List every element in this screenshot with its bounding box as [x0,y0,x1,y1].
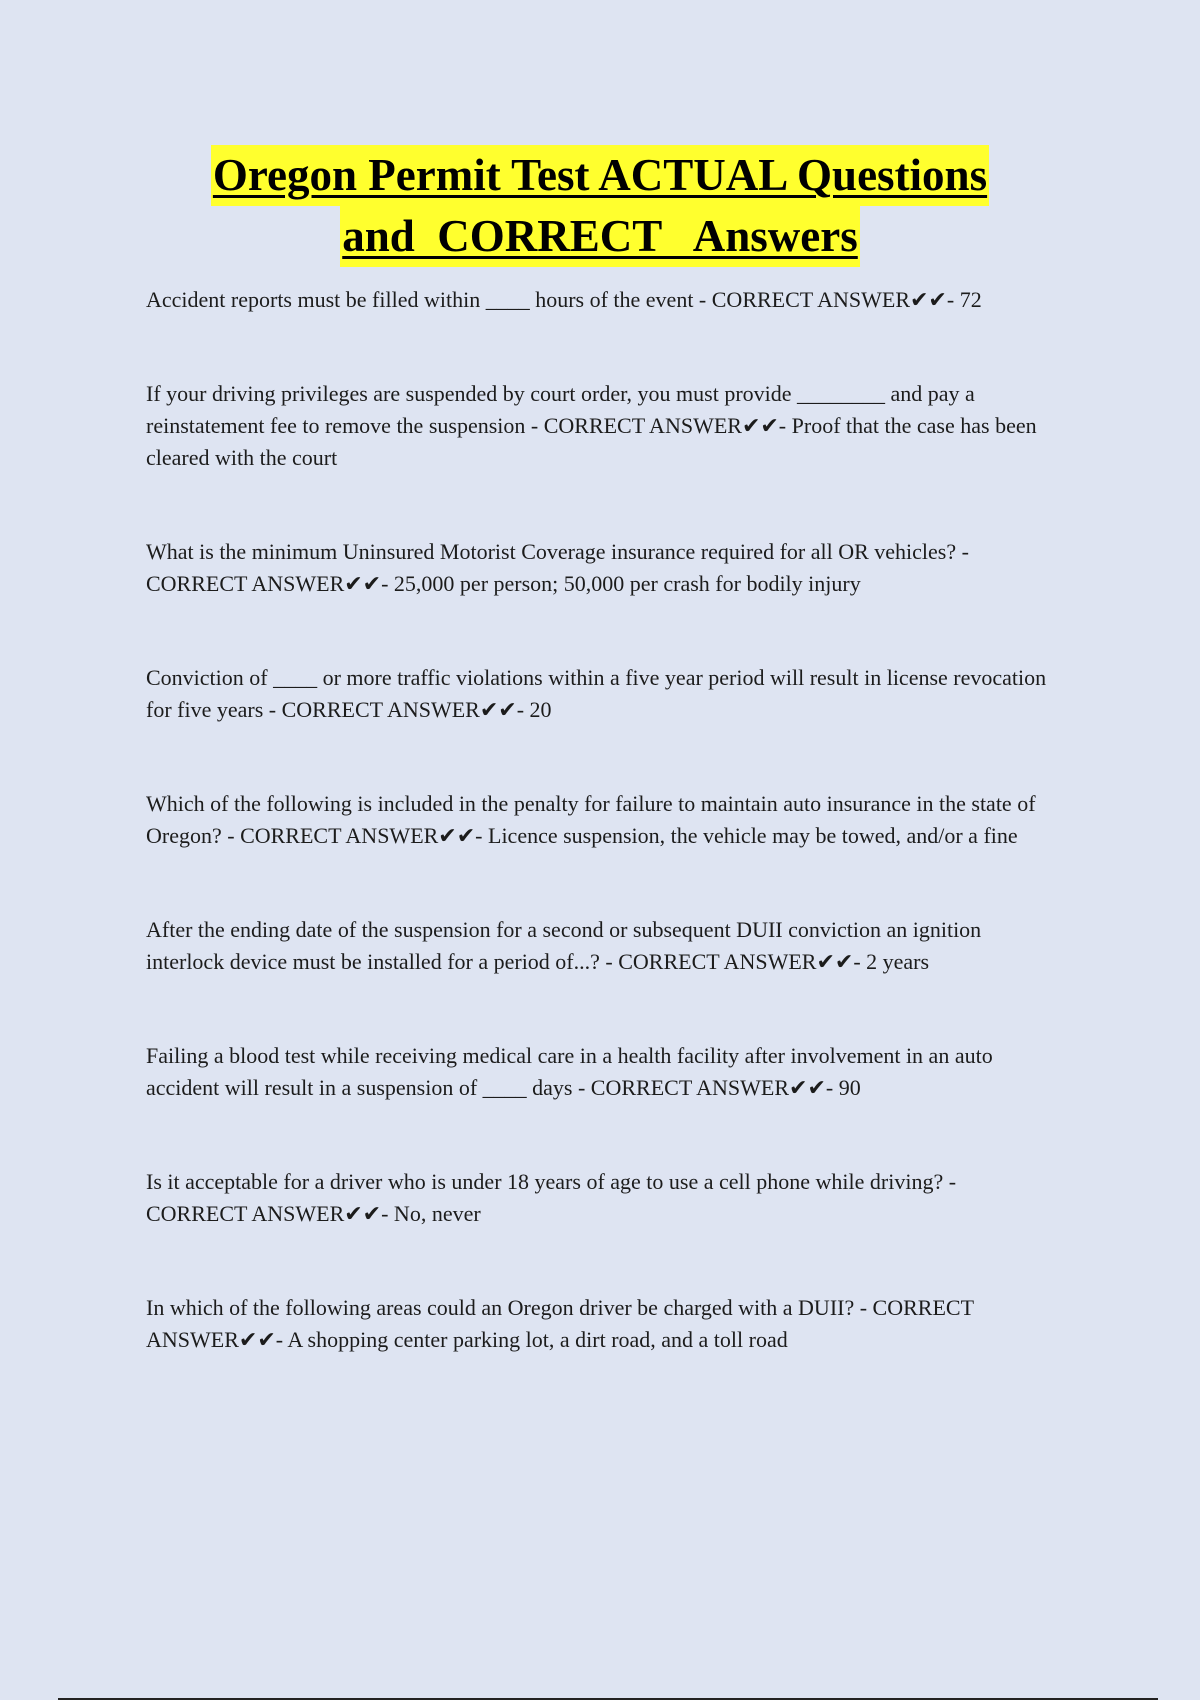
question-item-7: Failing a blood test while receiving medical care in a health facility after involvement in an auto accident will result in a suspension of ____ days - CORRECT ANSWER✔✔- 90 [146,1043,993,1100]
question-list [146,284,1058,1356]
question-item-2: If your driving privileges are suspended by court order, you must provide ________ and pay a reinstatement fee to remove the suspension - CORRECT ANSWER✔✔- Proof that the case has been cleared with the court [146,381,1037,470]
question-item-1: Accident reports must be filled within ____ hours of the event - CORRECT ANSWER✔✔- 72 [146,287,982,312]
question-item-5: Which of the following is included in the penalty for failure to maintain auto insurance in the state of Oregon? - CORRECT ANSWER✔✔- Licence suspension, the vehicle may be towed, and/or a fine [146,791,1036,848]
question-item-9: In which of the following areas could an Oregon driver be charged with a DUII? - CORRECT ANSWER✔✔- A shopping center parking lot, a dirt road, and a toll road [146,1295,974,1352]
page-title [0,145,1200,267]
question-item-3: What is the minimum Uninsured Motorist Coverage insurance required for all OR vehicles? - CORRECT ANSWER✔✔- 25,000 per person; 50,000 per crash for bodily injury [146,539,969,596]
title-line-1: Oregon Permit Test ACTUAL Questions [211,145,989,206]
question-item-6: After the ending date of the suspension for a second or subsequent DUII conviction an ignition interlock device must be installed for a period of...? - CORRECT ANSWER✔✔- 2 years [146,917,982,974]
title-line-2: and CORRECT Answers [340,206,860,267]
question-item-8: Is it acceptable for a driver who is under 18 years of age to use a cell phone while driving? - CORRECT ANSWER✔✔- No, never [146,1169,957,1226]
question-item-4: Conviction of ____ or more traffic violations within a five year period will result in license revocation for five years - CORRECT ANSWER✔✔- 20 [146,665,1047,722]
